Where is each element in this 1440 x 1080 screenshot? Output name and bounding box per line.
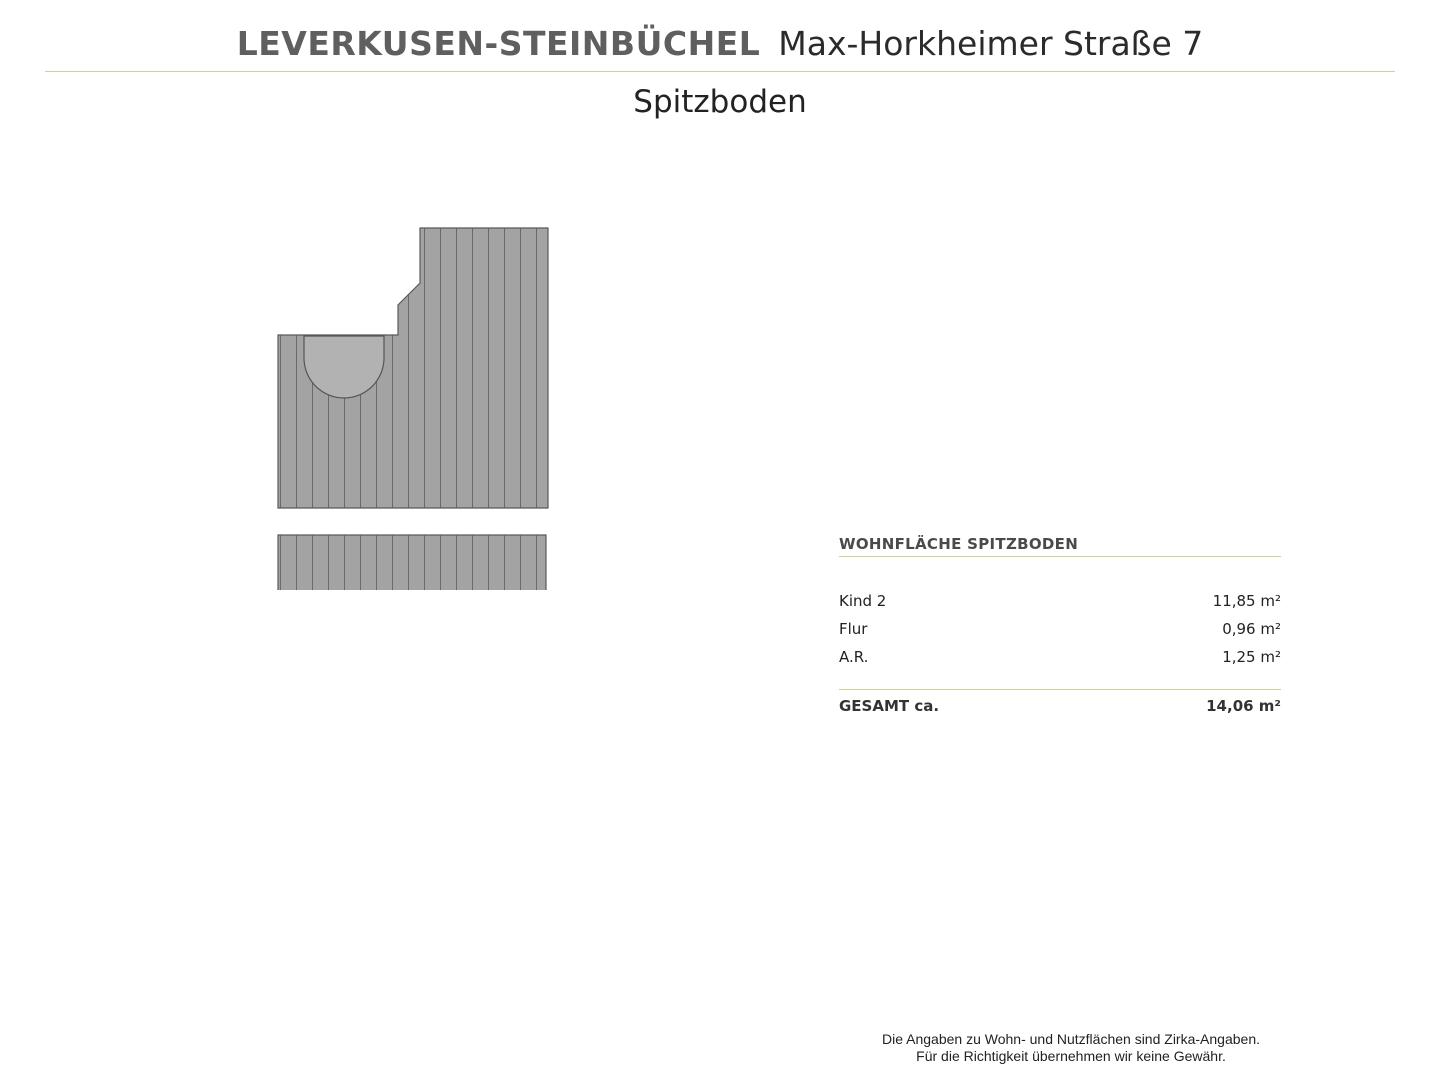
street-address: Max-Horkheimer Straße 7 bbox=[778, 24, 1204, 63]
page-title bbox=[0, 22, 1440, 66]
area-rows bbox=[839, 587, 1281, 671]
area-total-divider bbox=[839, 689, 1281, 690]
disclaimer-line-2: Für die Richtigkeit übernehmen wir keine Gewähr. bbox=[916, 1048, 1226, 1064]
area-room-value: 0,96 m² bbox=[1222, 620, 1281, 638]
floor-plan bbox=[200, 220, 560, 590]
area-total-row bbox=[839, 694, 1281, 718]
city-name: LEVERKUSEN-STEINBÜCHEL bbox=[236, 24, 761, 63]
area-room-label: A.R. bbox=[839, 648, 869, 666]
floor-name: Spitzboden bbox=[633, 84, 807, 120]
area-room-label: Kind 2 bbox=[839, 592, 887, 610]
area-room-value: 11,85 m² bbox=[1212, 592, 1281, 610]
area-table bbox=[839, 532, 1281, 718]
disclaimer bbox=[882, 1031, 1260, 1065]
area-room-label: Flur bbox=[839, 620, 868, 638]
area-table-heading: WOHNFLÄCHE SPITZBODEN bbox=[839, 535, 1079, 553]
disclaimer-line-1: Die Angaben zu Wohn- und Nutzflächen sind Zirka-Angaben. bbox=[882, 1031, 1260, 1047]
header-divider bbox=[45, 71, 1395, 72]
area-room-value: 1,25 m² bbox=[1222, 648, 1281, 666]
lower-roof-section bbox=[278, 535, 546, 590]
area-total-label: GESAMT ca. bbox=[839, 697, 940, 715]
area-row bbox=[839, 587, 1281, 615]
area-heading-divider bbox=[839, 556, 1281, 557]
area-total-value: 14,06 m² bbox=[1206, 697, 1281, 715]
area-row bbox=[839, 615, 1281, 643]
area-row bbox=[839, 643, 1281, 671]
